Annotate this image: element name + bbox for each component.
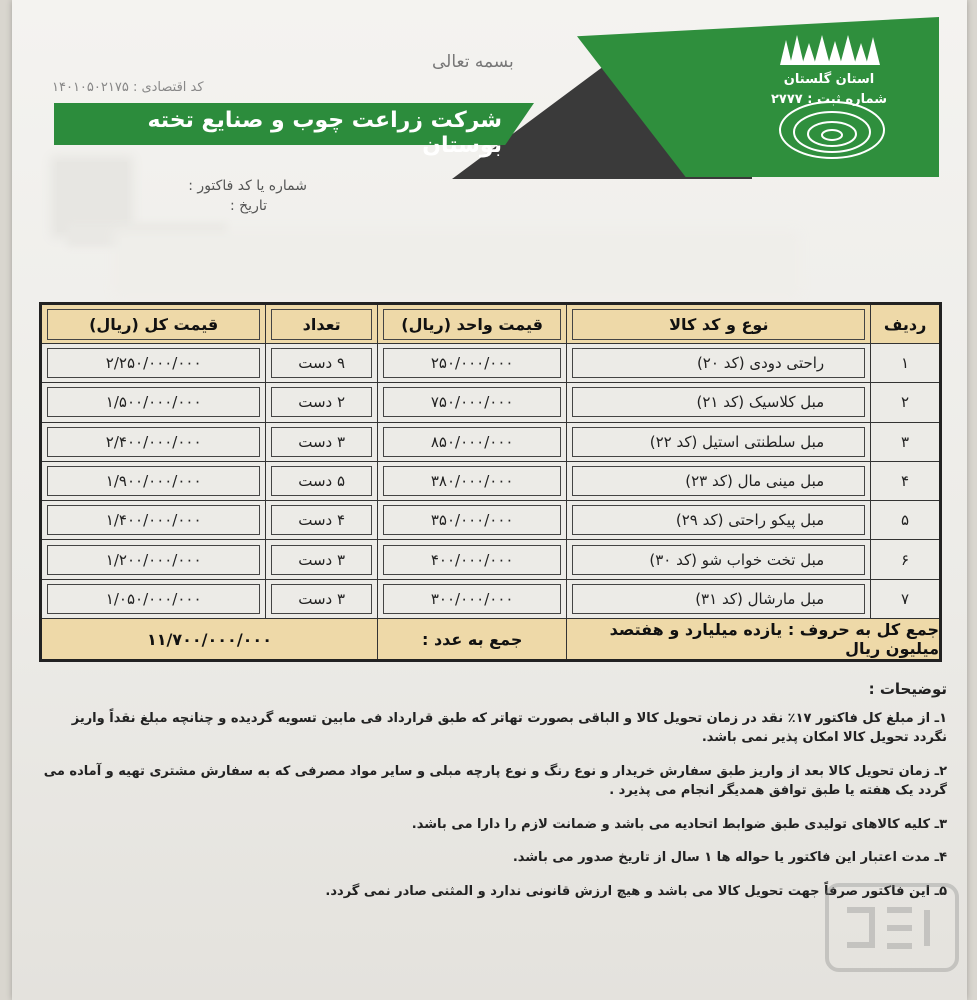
row-item: مبل تخت خواب شو (کد ۳۰) — [567, 540, 871, 579]
table-total-row — [41, 619, 941, 661]
row-total: ۱/۰۵۰/۰۰۰/۰۰۰ — [41, 579, 266, 618]
table-row — [41, 383, 941, 422]
row-index: ۴ — [871, 461, 941, 500]
row-item: مبل مینی مال (کد ۲۳) — [567, 461, 871, 500]
invoice-date-label: تاریخ : — [229, 198, 267, 214]
table-row — [41, 579, 941, 618]
row-qty: ۳ دست — [266, 422, 378, 461]
row-qty: ۹ دست — [266, 344, 378, 383]
table-row — [41, 540, 941, 579]
basmala: بسمه تعالی — [432, 52, 514, 72]
total-numeric-label: جمع به عدد : — [377, 619, 566, 661]
row-index: ۳ — [871, 422, 941, 461]
row-item: مبل مارشال (کد ۳۱) — [567, 579, 871, 618]
notes-section — [42, 678, 947, 915]
table-row — [41, 422, 941, 461]
row-total: ۱/۵۰۰/۰۰۰/۰۰۰ — [41, 383, 266, 422]
notes-title: توضیحات : — [868, 680, 947, 698]
row-unit-price: ۷۵۰/۰۰۰/۰۰۰ — [377, 383, 566, 422]
note-item: ۴ـ مدت اعتبار این فاکتور یا حواله ها ۱ سال از تاریخ صدور می باشد. — [512, 850, 947, 865]
row-item: راحتی دودی (کد ۲۰) — [567, 344, 871, 383]
company-name: شرکت زراعت چوب و صنایع تخته بوستان — [147, 108, 502, 158]
row-item: مبل کلاسیک (کد ۲۱) — [567, 383, 871, 422]
row-total: ۱/۴۰۰/۰۰۰/۰۰۰ — [41, 501, 266, 540]
table-row — [41, 461, 941, 500]
row-total: ۲/۴۰۰/۰۰۰/۰۰۰ — [41, 422, 266, 461]
col-header-index: ردیف — [871, 304, 941, 344]
row-qty: ۲ دست — [266, 383, 378, 422]
row-index: ۷ — [871, 579, 941, 618]
economic-code: کد اقتصادی : ۱۴۰۱۰۵۰۲۱۷۵ — [52, 80, 204, 95]
logo-province: استان گلستان — [783, 72, 875, 87]
row-unit-price: ۳۵۰/۰۰۰/۰۰۰ — [377, 501, 566, 540]
row-index: ۵ — [871, 501, 941, 540]
col-header-item: نوع و کد کالا — [567, 304, 871, 344]
row-total: ۱/۲۰۰/۰۰۰/۰۰۰ — [41, 540, 266, 579]
row-qty: ۴ دست — [266, 501, 378, 540]
row-unit-price: ۴۰۰/۰۰۰/۰۰۰ — [377, 540, 566, 579]
note-item: ۳ـ کلیه کالاهای تولیدی طبق ضوابط اتحادیه می باشد و ضمانت لازم را دارا می باشد. — [411, 816, 947, 832]
col-header-unit-price: قیمت واحد (ریال) — [377, 304, 566, 344]
note-item: ۱ـ از مبلغ کل فاکتور ۱۷٪ نقد در زمان تحویل کالا و الباقی بصورت تهاتر که طبق قرارداد فی مابین تسویه گردیده و چنانچه مبلغ نقداً واریز نگردد تحویل کالا امکان پذیر نمی باشد. — [71, 710, 947, 745]
row-qty: ۳ دست — [266, 579, 378, 618]
row-index: ۱ — [871, 344, 941, 383]
row-unit-price: ۸۵۰/۰۰۰/۰۰۰ — [377, 422, 566, 461]
row-index: ۲ — [871, 383, 941, 422]
row-item: مبل پیکو راحتی (کد ۲۹) — [567, 501, 871, 540]
note-item: ۵ـ این فاکتور صرفاً جهت تحویل کالا می باشد و هیچ ارزش قانونی ندارد و المثنی صادر نمی گردد. — [325, 883, 947, 899]
invoice-paper — [12, 0, 967, 1000]
total-in-words: جمع کل به حروف : یازده میلیارد و هفتصد میلیون ریال — [567, 619, 941, 661]
invoice-number-label: شماره یا کد فاکتور : — [188, 178, 307, 194]
table-header-row — [41, 304, 941, 344]
row-index: ۶ — [871, 540, 941, 579]
row-qty: ۳ دست — [266, 540, 378, 579]
row-unit-price: ۳۸۰/۰۰۰/۰۰۰ — [377, 461, 566, 500]
row-item: مبل سلطنتی استیل (کد ۲۲) — [567, 422, 871, 461]
redacted-area — [57, 162, 127, 232]
row-unit-price: ۲۵۰/۰۰۰/۰۰۰ — [377, 344, 566, 383]
row-qty: ۵ دست — [266, 461, 378, 500]
row-unit-price: ۳۰۰/۰۰۰/۰۰۰ — [377, 579, 566, 618]
table-row — [41, 344, 941, 383]
row-total: ۱/۹۰۰/۰۰۰/۰۰۰ — [41, 461, 266, 500]
watermark-icon — [822, 880, 962, 975]
col-header-total: قیمت کل (ریال) — [41, 304, 266, 344]
items-table — [39, 302, 942, 662]
total-numeric-value: ۱۱/۷۰۰/۰۰۰/۰۰۰ — [41, 619, 378, 661]
logo-registration: شماره ثبت : ۲۷۷۷ — [770, 92, 887, 107]
row-total: ۲/۲۵۰/۰۰۰/۰۰۰ — [41, 344, 266, 383]
table-row — [41, 501, 941, 540]
note-item: ۲ـ زمان تحویل کالا بعد از واریز طبق سفارش خریدار و نوع رنگ و نوع پارچه مبلی و سایر مواد مصرفی که به سفارش مشتری تهیه و آماده می گردد یک هفته یا طبق توافق همدیگر انجام می پذیرد . — [43, 763, 947, 798]
redacted-area — [122, 238, 792, 290]
col-header-qty: تعداد — [266, 304, 378, 344]
